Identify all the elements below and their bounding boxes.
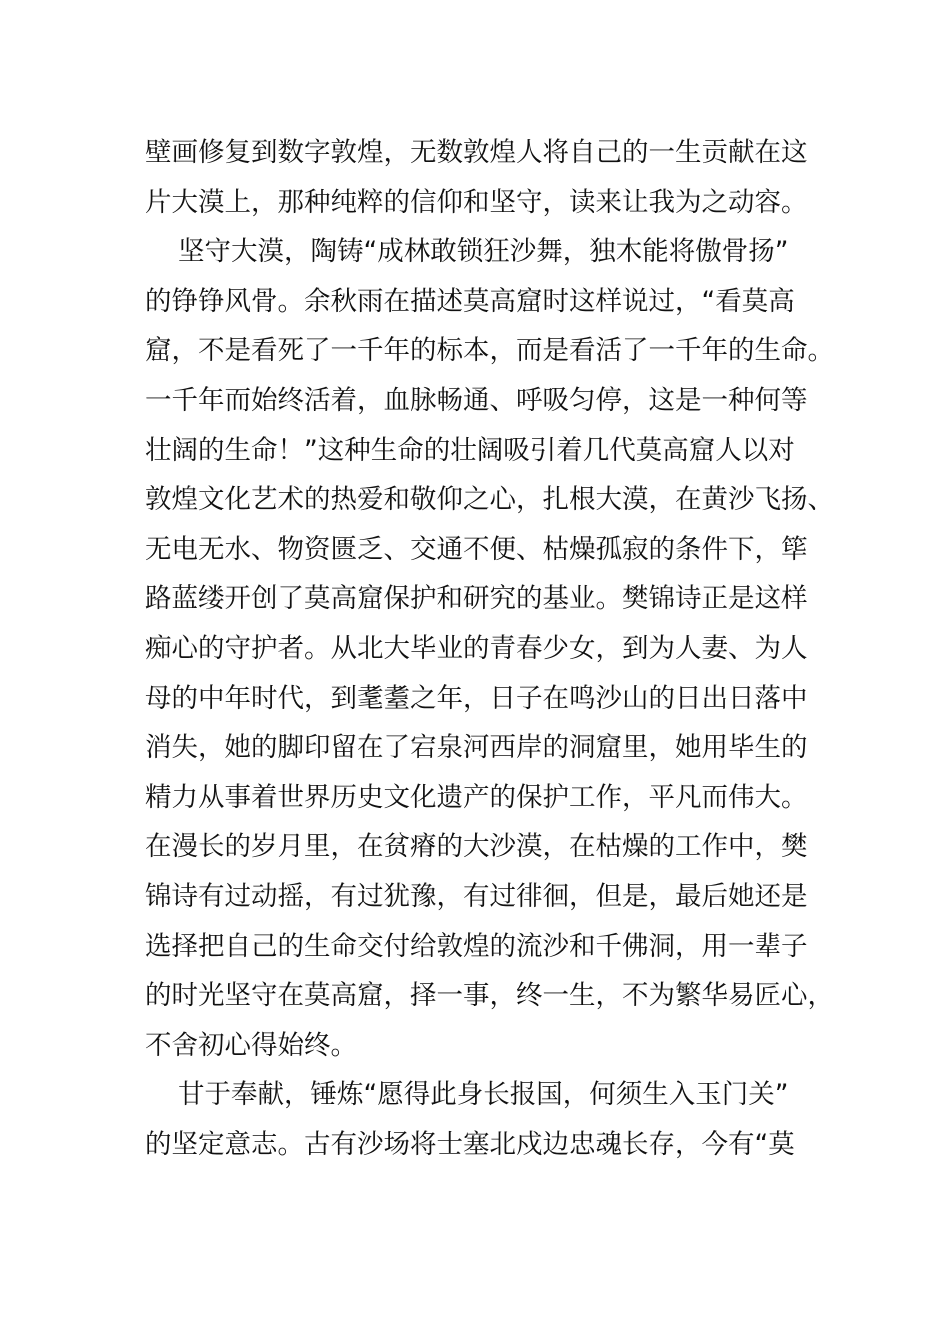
text-line: 锦诗有过动摇，有过犹豫，有过徘徊，但是，最后她还是 (145, 880, 808, 912)
text-line: 的时光坚守在莫高窟，择一事，终一生，不为繁华易匠心， (145, 980, 834, 1012)
text-line: 壁画修复到数字敦煌，无数敦煌人将自己的一生贡献在这 (145, 137, 808, 168)
text-line: 无电无水、物资匮乏、交通不便、枯燥孤寂的条件下，筚 (145, 533, 808, 565)
text-line: 的铮铮风骨。余秋雨在描述莫高窟时这样说过，“看莫高 (145, 285, 795, 317)
text-line: 路蓝缕开创了莫高窟保护和研究的基业。樊锦诗正是这样 (145, 583, 808, 615)
text-line: 窟，不是看死了一千年的标本，而是看活了一千年的生命。 (145, 335, 834, 367)
text-line: 痴心的守护者。从北大毕业的青春少女，到为人妻、为人 (145, 632, 808, 664)
paragraph-start-line: 坚守大漠，陶铸“成林敢锁狂沙舞，独木能将傲骨扬” (178, 236, 789, 268)
text-line: 敦煌文化艺术的热爱和敬仰之心，扎根大漠，在黄沙飞扬、 (145, 484, 834, 516)
text-line: 精力从事着世界历史文化遗产的保护工作，平凡而伟大。 (145, 781, 808, 813)
paragraph-start-line: 甘于奉献，锤炼“愿得此身长报国，何须生入玉门关” (178, 1079, 789, 1111)
text-line: 片大漠上，那种纯粹的信仰和坚守，读来让我为之动容。 (145, 186, 808, 218)
text-line: 选择把自己的生命交付给敦煌的流沙和千佛洞，用一辈子 (145, 930, 808, 962)
text-line: 消失，她的脚印留在了宕泉河西岸的洞窟里，她用毕生的 (145, 732, 808, 764)
body-text (145, 128, 834, 1169)
text-line: 母的中年时代，到耄耋之年，日子在鸣沙山的日出日落中 (145, 682, 808, 714)
text-line: 在漫长的岁月里，在贫瘠的大沙漠，在枯燥的工作中，樊 (145, 831, 808, 863)
text-line: 的坚定意志。古有沙场将士塞北戍边忠魂长存，今有“莫 (145, 1128, 795, 1160)
text-line: 壮阔的生命！”这种生命的壮阔吸引着几代莫高窟人以对 (145, 434, 795, 466)
text-line: 一千年而始终活着，血脉畅通、呼吸匀停，这是一种何等 (145, 384, 808, 416)
text-line: 不舍初心得始终。 (145, 1029, 357, 1061)
